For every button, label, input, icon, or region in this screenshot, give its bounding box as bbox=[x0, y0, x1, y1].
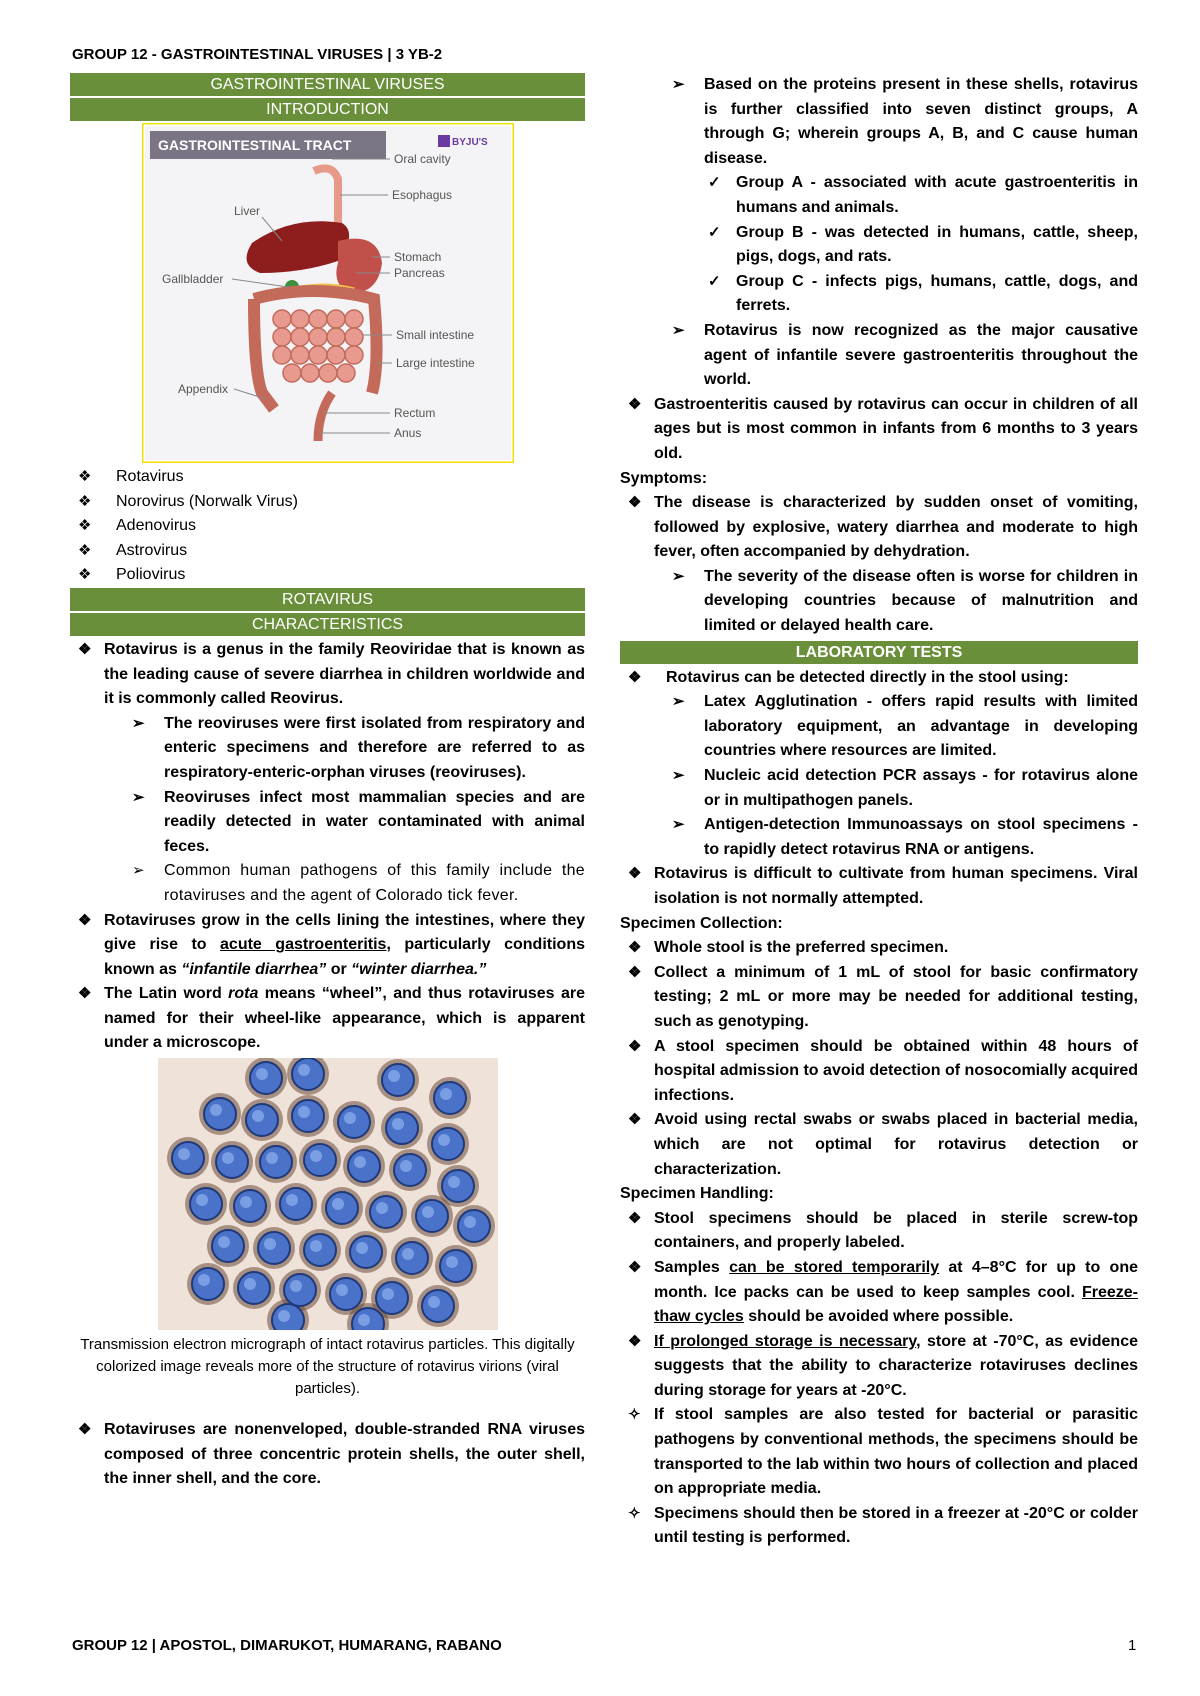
list-item-collection: ❖ Avoid using rectal swabs or swabs placed in bacterial media, which are not optimal for rotavirus detection or characterization. bbox=[620, 1108, 1138, 1182]
collection-heading: Specimen Collection: bbox=[620, 914, 783, 932]
virion-highlight bbox=[336, 1284, 348, 1296]
virion-highlight bbox=[392, 1118, 404, 1130]
arrow-bullet-icon: ➢ bbox=[672, 321, 685, 339]
list-item-collection: ❖ Whole stool is the preferred specimen. bbox=[620, 936, 1138, 961]
label-stomach: Stomach bbox=[393, 250, 441, 264]
label-gallbladder: Gallbladder bbox=[161, 272, 223, 286]
list-item-handling: ✧ Specimens should then be stored in a freezer at -20°C or colder until testing is performed. bbox=[620, 1502, 1138, 1551]
paragraph-nonenveloped: ❖ Rotaviruses are nonenveloped, double-stranded RNA viruses composed of three concentric protein shells, the outer shell, the inner shell, and the core. bbox=[70, 1418, 585, 1492]
list-item-latex: ➢ Latex Agglutination - offers rapid results with limited laboratory equipment, an advantage in developing countries where resources are limited. bbox=[620, 690, 1138, 764]
section-bar-introduction: INTRODUCTION bbox=[70, 98, 585, 121]
virion-highlight bbox=[358, 1314, 370, 1326]
diamond-bullet-icon: ❖ bbox=[628, 939, 642, 957]
label-anus: Anus bbox=[393, 426, 421, 440]
arrow-bullet-icon: ➢ bbox=[132, 714, 145, 732]
virion-highlight bbox=[464, 1216, 476, 1228]
virion-highlight bbox=[210, 1104, 222, 1116]
paragraph-grow: ❖ Rotaviruses grow in the cells lining the intestines, where they give rise to acute gastroenteritis, particularly conditions known as “infantile diarrhea” or “winter diarrhea.” bbox=[70, 909, 585, 983]
virion-highlight bbox=[354, 1156, 366, 1168]
page-footer: GROUP 12 | APOSTOL, DIMARUKOT, HUMARANG, RABANO bbox=[72, 1637, 502, 1654]
paragraph-isolated: ➢ The reoviruses were first isolated from respiratory and enteric specimens and therefore are referred to as respiratory-enteric-orphan viruses (reoviruses). bbox=[70, 712, 585, 786]
arrow-bullet-icon: ➢ bbox=[672, 816, 685, 834]
handling-heading: Specimen Handling: bbox=[620, 1185, 774, 1203]
diamond-bullet-icon: ❖ bbox=[78, 541, 92, 559]
gi-tract-figure bbox=[142, 123, 514, 463]
list-item-handling: ❖ If prolonged storage is necessary, store at -70°C, as evidence suggests that the ability to characterize rotaviruses declines during storage for years at -20°C. bbox=[620, 1330, 1138, 1404]
list-item-group-b: ✓ Group B - was detected in humans, cattle, sheep, pigs, dogs, and rats. bbox=[620, 221, 1138, 270]
left-column bbox=[70, 73, 585, 1492]
paragraph-symptoms: ❖ The disease is characterized by sudden onset of vomiting, followed by explosive, watery diarrhea and moderate to high fever, often accompanied by dehydration. bbox=[620, 491, 1138, 565]
diamond-bullet-icon: ❖ bbox=[628, 1209, 642, 1227]
virion-highlight bbox=[244, 1278, 256, 1290]
virion-highlight bbox=[438, 1134, 450, 1146]
list-item: ❖ Poliovirus bbox=[70, 563, 585, 588]
virion-highlight bbox=[222, 1152, 234, 1164]
virion-highlight bbox=[382, 1288, 394, 1300]
label-small-intestine: Small intestine bbox=[395, 328, 474, 342]
arrow-bullet-icon: ➢ bbox=[672, 767, 685, 785]
diamond-bullet-icon: ❖ bbox=[628, 963, 642, 981]
section-bar-characteristics: CHARACTERISTICS bbox=[70, 613, 585, 636]
virion-highlight bbox=[388, 1070, 400, 1082]
arrow-bullet-icon: ➢ bbox=[672, 693, 685, 711]
virion-highlight bbox=[446, 1256, 458, 1268]
paragraph-detection: ❖ Rotavirus can be detected directly in the stool using: bbox=[620, 666, 1138, 691]
paragraph-groups: ➢ Based on the proteins present in these shells, rotavirus is further classified into seven distinct groups, A through G; wherein groups A, B, and C cause human disease. bbox=[620, 73, 1138, 171]
diamond-bullet-icon: ❖ bbox=[628, 395, 642, 413]
label-pancreas: Pancreas bbox=[393, 266, 445, 280]
virion-highlight bbox=[252, 1110, 264, 1122]
arrow-bullet-icon: ➢ bbox=[132, 862, 145, 880]
label-rectum: Rectum bbox=[393, 406, 435, 420]
virion-highlight bbox=[448, 1176, 460, 1188]
brand-logo-text: BYJU'S bbox=[451, 137, 488, 148]
virion-highlight bbox=[400, 1160, 412, 1172]
diamond-bullet-icon: ❖ bbox=[628, 1037, 642, 1055]
paragraph-pathogens: ➢ Common human pathogens of this family include the rotaviruses and the agent of Colorado tick fever. bbox=[70, 859, 585, 908]
list-item-immunoassay: ➢ Antigen-detection Immunoassays on stool specimens - to rapidly detect rotavirus RNA or antigens. bbox=[620, 813, 1138, 862]
list-item: ❖ Adenovirus bbox=[70, 514, 585, 539]
diamond-bullet-icon: ❖ bbox=[78, 468, 92, 485]
list-item: ❖ Astrovirus bbox=[70, 539, 585, 564]
virion-highlight bbox=[278, 1310, 290, 1322]
list-item-group-c: ✓ Group C - infects pigs, humans, cattle, dogs, and ferrets. bbox=[620, 270, 1138, 319]
label-large-intestine: Large intestine bbox=[395, 356, 475, 370]
diamond-bullet-icon: ❖ bbox=[78, 911, 92, 929]
virion-highlight bbox=[402, 1248, 414, 1260]
checkmark-icon: ✓ bbox=[708, 272, 721, 290]
paragraph-cultivate: ❖ Rotavirus is difficult to cultivate from human specimens. Viral isolation is not normally attempted. bbox=[620, 862, 1138, 911]
diamond-bullet-icon: ❖ bbox=[78, 566, 92, 584]
virion-highlight bbox=[256, 1068, 268, 1080]
diamond-bullet-icon: ❖ bbox=[628, 1258, 642, 1276]
label-liver: Liver bbox=[233, 204, 260, 218]
virion-highlight bbox=[298, 1064, 310, 1076]
right-column bbox=[620, 73, 1138, 1551]
diamond-bullet-icon: ❖ bbox=[628, 1332, 642, 1350]
list-item-collection: ❖ A stool specimen should be obtained within 48 hours of hospital admission to avoid detection of nosocomially acquired infections. bbox=[620, 1035, 1138, 1109]
list-item-group-a: ✓ Group A - associated with acute gastroenteritis in humans and animals. bbox=[620, 171, 1138, 220]
checkmark-icon: ✓ bbox=[708, 174, 721, 192]
virion-highlight bbox=[356, 1242, 368, 1254]
paragraph-severity: ➢ The severity of the disease often is worse for children in developing countries because of malnutrition and limited or delayed health care. bbox=[620, 565, 1138, 639]
diamond-bullet-icon: ❖ bbox=[78, 492, 92, 510]
symptoms-heading: Symptoms: bbox=[620, 469, 708, 487]
paragraph-rota: ❖ The Latin word rota means “wheel”, and thus rotaviruses are named for their wheel-like appearance, which is apparent under a microscope. bbox=[70, 982, 585, 1056]
checkmark-icon: ✓ bbox=[708, 223, 721, 241]
section-bar-title: GASTROINTESTINAL VIRUSES bbox=[70, 73, 585, 96]
virion-highlight bbox=[266, 1152, 278, 1164]
list-item-pcr: ➢ Nucleic acid detection PCR assays - for rotavirus alone or in multipathogen panels. bbox=[620, 764, 1138, 813]
virus-list bbox=[70, 465, 585, 588]
diamond-bullet-icon: ❖ bbox=[78, 640, 92, 658]
list-item-collection: ❖ Collect a minimum of 1 mL of stool for basic confirmatory testing; 2 mL or more may be needed for additional testing, such as genotyping. bbox=[620, 961, 1138, 1035]
section-bar-laboratory-tests: LABORATORY TESTS bbox=[620, 641, 1138, 664]
virion-highlight bbox=[428, 1296, 440, 1308]
virion-highlight bbox=[286, 1194, 298, 1206]
list-item-handling: ✧ If stool samples are also tested for bacterial or parasitic pathogens by conventional methods, the specimens should be transported to the lab within two hours of collection and placed on appropriate media. bbox=[620, 1403, 1138, 1501]
diamond-bullet-icon: ❖ bbox=[78, 1421, 92, 1439]
virion-highlight bbox=[178, 1148, 190, 1160]
virion-highlight bbox=[422, 1206, 434, 1218]
label-esophagus: Esophagus bbox=[391, 188, 452, 202]
virion-highlight bbox=[344, 1112, 356, 1124]
list-item: ❖ Rotavirus bbox=[70, 465, 585, 490]
list-item-handling: ❖ Stool specimens should be placed in sterile screw-top containers, and properly labeled. bbox=[620, 1207, 1138, 1256]
virion-highlight bbox=[264, 1238, 276, 1250]
virion-highlight bbox=[310, 1150, 322, 1162]
paragraph-ages: ❖ Gastroenteritis caused by rotavirus can occur in children of all ages but is most common in infants from 6 months to 3 years old. bbox=[620, 393, 1138, 467]
star-bullet-icon: ✧ bbox=[628, 1504, 641, 1522]
diamond-bullet-icon: ❖ bbox=[628, 494, 642, 512]
brand-logo-icon bbox=[438, 135, 450, 147]
virion-highlight bbox=[218, 1236, 230, 1248]
virion-highlight bbox=[298, 1106, 310, 1118]
diamond-bullet-icon: ❖ bbox=[628, 1111, 642, 1129]
label-oral-cavity: Oral cavity bbox=[393, 152, 451, 166]
paragraph-genus: ❖ Rotavirus is a genus in the family Reoviridae that is known as the leading cause of severe diarrhea in children worldwide and it is commonly called Reovirus. bbox=[70, 638, 585, 712]
star-bullet-icon: ✧ bbox=[628, 1406, 641, 1424]
virion-highlight bbox=[240, 1196, 252, 1208]
virion-highlight bbox=[310, 1240, 322, 1252]
rotavirus-micrograph bbox=[158, 1058, 498, 1330]
arrow-bullet-icon: ➢ bbox=[672, 76, 685, 93]
paragraph-infect: ➢ Reoviruses infect most mammalian species and are readily detected in water contaminated with animal feces. bbox=[70, 786, 585, 860]
virion-highlight bbox=[290, 1280, 302, 1292]
list-item: ❖ Norovirus (Norwalk Virus) bbox=[70, 490, 585, 515]
virion-highlight bbox=[376, 1202, 388, 1214]
diamond-bullet-icon: ❖ bbox=[78, 517, 92, 535]
virion-highlight bbox=[332, 1198, 344, 1210]
virion-highlight bbox=[440, 1088, 452, 1100]
paragraph-major-agent: ➢ Rotavirus is now recognized as the major causative agent of infantile severe gastroenteritis throughout the world. bbox=[620, 319, 1138, 393]
diamond-bullet-icon: ❖ bbox=[628, 668, 642, 686]
diamond-bullet-icon: ❖ bbox=[78, 985, 92, 1003]
section-bar-rotavirus: ROTAVIRUS bbox=[70, 588, 585, 611]
diamond-bullet-icon: ❖ bbox=[628, 865, 642, 883]
virion-highlight bbox=[198, 1274, 210, 1286]
figure-caption: Transmission electron micrograph of intact rotavirus particles. This digitally colorized image reveals more of the structure of rotavirus virions (viral particles). bbox=[80, 1336, 575, 1398]
page-number: 1 bbox=[1128, 1637, 1137, 1654]
arrow-bullet-icon: ➢ bbox=[132, 788, 145, 806]
virion-highlight bbox=[196, 1194, 208, 1206]
page-header: GROUP 12 - GASTROINTESTINAL VIRUSES | 3 YB-2 bbox=[72, 46, 443, 63]
gi-figure-title: GASTROINTESTINAL TRACT bbox=[157, 137, 351, 153]
list-item-handling: ❖ Samples can be stored temporarily at 4–8°C for up to one month. Ice packs can be used to keep samples cool. Freeze-thaw cycles should be avoided where possible. bbox=[620, 1256, 1138, 1330]
arrow-bullet-icon: ➢ bbox=[672, 567, 685, 585]
label-appendix: Appendix bbox=[177, 382, 228, 396]
